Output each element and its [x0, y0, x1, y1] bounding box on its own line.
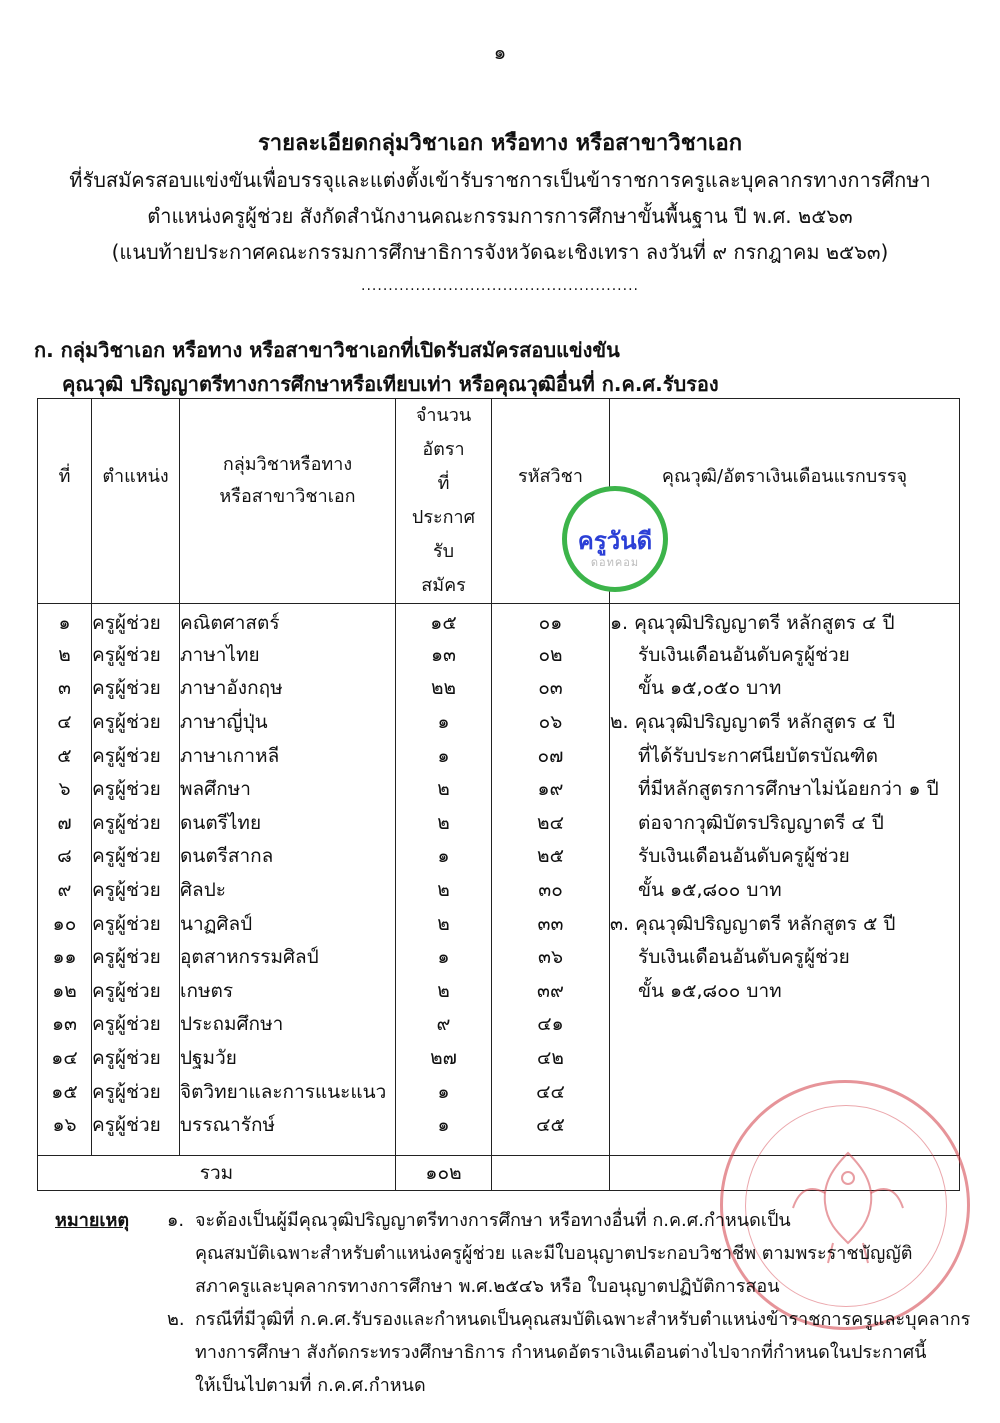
title-block: [0, 126, 1000, 270]
row-position: ครูผู้ช่วย: [92, 638, 180, 672]
header-count-line: ที่: [437, 473, 450, 494]
row-subject: นาฏศิลป์: [180, 907, 396, 941]
row-position: ครูผู้ช่วย: [92, 1041, 180, 1075]
qualification-text: ๓. คุณวุฒิปริญญาตรี หลักสูตร ๕ ปี: [610, 912, 896, 935]
row-position: ครูผู้ช่วย: [92, 739, 180, 773]
title-line-2: ที่รับสมัครสอบแข่งขันเพื่อบรรจุและแต่งตั้งเข้ารับราชการเป็นข้าราชการครูและบุคลากรทางการศึกษา: [69, 168, 931, 192]
row-number: ๙: [38, 873, 92, 907]
table-row: [38, 1008, 960, 1042]
row-subject: ศิลปะ: [180, 873, 396, 907]
row-number: ๑: [38, 604, 92, 639]
section-subheading: คุณวุฒิ ปริญญาตรีทางการศึกษาหรือเทียบเท่า หรือคุณวุฒิอื่นที่ ก.ค.ศ.รับรอง: [62, 372, 719, 396]
row-qualification: [610, 1075, 960, 1109]
header-subject-line-2: หรือสาขาวิชาเอก: [219, 486, 356, 507]
header-count-line: ประกาศ: [411, 507, 476, 528]
row-qualification: [610, 638, 960, 672]
header-code: รหัสวิชา: [492, 399, 610, 604]
qualification-text: รับเงินเดือนอันดับครูผู้ช่วย: [638, 946, 850, 969]
kruwandee-watermark-logo: [562, 486, 668, 592]
row-number: ๑๓: [38, 1008, 92, 1042]
row-code: ๓๖: [492, 940, 610, 974]
row-code: ๓๙: [492, 974, 610, 1008]
row-subject: จิตวิทยาและการแนะแนว: [180, 1075, 396, 1109]
row-qualification: [610, 806, 960, 840]
row-qualification: [610, 1008, 960, 1042]
row-code: ๐๗: [492, 739, 610, 773]
row-number: ๗: [38, 806, 92, 840]
qualification-text: ๑. คุณวุฒิปริญญาตรี หลักสูตร ๔ ปี: [610, 612, 895, 634]
dotted-divider: ...................................................: [361, 278, 639, 294]
total-empty-cell: [610, 1156, 960, 1191]
qualification-text: ที่มีหลักสูตรการศึกษาไม่น้อยกว่า ๑ ปี: [638, 778, 939, 801]
row-count: ๑: [396, 1108, 492, 1142]
watermark-sub-text: ดอทคอม: [590, 556, 640, 569]
table-row: [38, 873, 960, 907]
row-qualification: [610, 672, 960, 706]
row-subject: ดนตรีไทย: [180, 806, 396, 840]
qualification-text: ขั้น ๑๕,๘๐๐ บาท: [638, 979, 782, 1002]
title-line-3: ตำแหน่งครูผู้ช่วย สังกัดสำนักงานคณะกรรมการการศึกษาขั้นพื้นฐาน ปี พ.ศ. ๒๕๖๓: [147, 204, 853, 228]
row-count: ๒๗: [396, 1041, 492, 1075]
table-row: [38, 772, 960, 806]
row-subject: บรรณารักษ์: [180, 1108, 396, 1142]
row-number: ๖: [38, 772, 92, 806]
total-row: [38, 1156, 960, 1191]
row-subject: ประถมศึกษา: [180, 1008, 396, 1042]
header-num: ที่: [38, 399, 92, 604]
row-subject: คณิตศาสตร์: [180, 604, 396, 639]
table-row: [38, 1075, 960, 1109]
table-row: [38, 604, 960, 639]
row-code: ๐๓: [492, 672, 610, 706]
header-subject-line-1: กลุ่มวิชาหรือทาง: [222, 454, 353, 475]
row-code: ๐๖: [492, 705, 610, 739]
row-qualification: [610, 1041, 960, 1075]
row-count: ๑: [396, 705, 492, 739]
spacer-cell: [610, 1142, 960, 1156]
table-row: [38, 705, 960, 739]
row-qualification: [610, 739, 960, 773]
table-row: [38, 840, 960, 874]
spacer-cell: [92, 1142, 180, 1156]
row-code: ๔๕: [492, 1108, 610, 1142]
row-qualification: [610, 873, 960, 907]
row-count: ๑: [396, 840, 492, 874]
row-subject: ภาษาเกาหลี: [180, 739, 396, 773]
table-row: [38, 1108, 960, 1142]
total-value: ๑๐๒: [396, 1156, 492, 1191]
row-number: ๑๒: [38, 974, 92, 1008]
row-number: ๑๐: [38, 907, 92, 941]
row-number: ๑๔: [38, 1041, 92, 1075]
header-qualification: คุณวุฒิ/อัตราเงินเดือนแรกบรรจุ: [610, 399, 960, 604]
row-qualification: [610, 840, 960, 874]
subjects-table: [37, 398, 960, 1191]
qualification-text: รับเงินเดือนอันดับครูผู้ช่วย: [638, 845, 850, 868]
row-count: ๑: [396, 1075, 492, 1109]
row-position: ครูผู้ช่วย: [92, 974, 180, 1008]
row-subject: ภาษาไทย: [180, 638, 396, 672]
row-position: ครูผู้ช่วย: [92, 1075, 180, 1109]
watermark-main-text: ครูวันดี: [577, 527, 653, 555]
row-subject: ดนตรีสากล: [180, 840, 396, 874]
row-code: ๐๑: [492, 604, 610, 639]
row-qualification: [610, 1108, 960, 1142]
notes-label: หมายเหตุ: [55, 1210, 130, 1231]
row-number: ๔: [38, 705, 92, 739]
row-code: ๔๑: [492, 1008, 610, 1042]
title-line-4: (แนบท้ายประกาศคณะกรรมการศึกษาธิการจังหวัดฉะเชิงเทรา ลงวันที่ ๙ กรกฎาคม ๒๕๖๓): [111, 240, 889, 264]
row-subject: ปฐมวัย: [180, 1041, 396, 1075]
total-empty-cell: [492, 1156, 610, 1191]
table-row: [38, 672, 960, 706]
row-position: ครูผู้ช่วย: [92, 806, 180, 840]
spacer-cell: [492, 1142, 610, 1156]
page-number: ๑: [493, 40, 507, 64]
row-position: ครูผู้ช่วย: [92, 840, 180, 874]
qualification-text: ขั้น ๑๕,๐๕๐ บาท: [638, 677, 782, 700]
table-body: [38, 604, 960, 1191]
row-count: ๑๕: [396, 604, 492, 639]
note-line: ให้เป็นไปตามที่ ก.ค.ศ.กำหนด: [195, 1375, 426, 1396]
note-number: ๒.: [167, 1309, 185, 1330]
note-line: จะต้องเป็นผู้มีคุณวุฒิปริญญาตรีทางการศึกษา หรือทางอื่นที่ ก.ค.ศ.กำหนดเป็น: [195, 1210, 791, 1231]
row-number: ๑๕: [38, 1075, 92, 1109]
qualification-text: ต่อจากวุฒิบัตรปริญญาตรี ๔ ปี: [638, 811, 884, 834]
header-count-line: อัตรา: [422, 439, 465, 460]
row-count: ๑๓: [396, 638, 492, 672]
row-qualification: [610, 974, 960, 1008]
table-row: [38, 940, 960, 974]
spacer-cell: [38, 1142, 92, 1156]
row-count: ๑: [396, 739, 492, 773]
row-position: ครูผู้ช่วย: [92, 1108, 180, 1142]
row-qualification: [610, 772, 960, 806]
header-count-line: รับ: [432, 541, 455, 562]
row-qualification: [610, 940, 960, 974]
row-code: ๓๓: [492, 907, 610, 941]
row-position: ครูผู้ช่วย: [92, 672, 180, 706]
note-line: สภาครูและบุคลากรทางการศึกษา พ.ศ.๒๕๔๖ หรือ ใบอนุญาตปฏิบัติการสอน: [195, 1276, 780, 1297]
row-code: ๔๔: [492, 1075, 610, 1109]
spacer-cell: [180, 1142, 396, 1156]
row-position: ครูผู้ช่วย: [92, 772, 180, 806]
table-row: [38, 806, 960, 840]
table-row: [38, 638, 960, 672]
row-count: ๙: [396, 1008, 492, 1042]
row-code: ๒๔: [492, 806, 610, 840]
row-position: ครูผู้ช่วย: [92, 907, 180, 941]
qualification-text: ที่ได้รับประกาศนียบัตรบัณฑิต: [638, 744, 878, 767]
note-line: กรณีที่มีวุฒิที่ ก.ค.ศ.รับรองและกำหนดเป็นคุณสมบัติเฉพาะสำหรับตำแหน่งข้าราชการครูและบุคลากร: [195, 1309, 971, 1330]
row-qualification: [610, 705, 960, 739]
note-line: ทางการศึกษา สังกัดกระทรวงศึกษาธิการ กำหนดอัตราเงินเดือนต่างไปจากที่กำหนดในประกาศนี้: [195, 1342, 927, 1363]
row-subject: พลศึกษา: [180, 772, 396, 806]
row-code: ๒๕: [492, 840, 610, 874]
row-qualification: [610, 604, 960, 639]
row-position: ครูผู้ช่วย: [92, 940, 180, 974]
row-number: ๘: [38, 840, 92, 874]
section-heading: ก. กลุ่มวิชาเอก หรือทาง หรือสาขาวิชาเอกที่เปิดรับสมัครสอบแข่งขัน: [34, 338, 620, 362]
row-count: ๒๒: [396, 672, 492, 706]
qualification-text: ขั้น ๑๕,๘๐๐ บาท: [638, 878, 782, 901]
row-position: ครูผู้ช่วย: [92, 873, 180, 907]
table-spacer-row: [38, 1142, 960, 1156]
header-subject: [180, 399, 396, 604]
qualification-text: ๒. คุณวุฒิปริญญาตรี หลักสูตร ๔ ปี: [610, 710, 895, 733]
header-count: [396, 399, 492, 604]
qualification-text: รับเงินเดือนอันดับครูผู้ช่วย: [638, 643, 850, 666]
row-count: ๒: [396, 974, 492, 1008]
row-count: ๑: [396, 940, 492, 974]
row-position: ครูผู้ช่วย: [92, 705, 180, 739]
row-number: ๕: [38, 739, 92, 773]
row-qualification: [610, 907, 960, 941]
table-row: [38, 739, 960, 773]
header-count-line: สมัคร: [421, 575, 466, 596]
table-row: [38, 907, 960, 941]
row-count: ๒: [396, 806, 492, 840]
row-count: ๒: [396, 873, 492, 907]
total-label: รวม: [38, 1156, 396, 1191]
row-subject: เกษตร: [180, 974, 396, 1008]
table-row: [38, 974, 960, 1008]
table-row: [38, 1041, 960, 1075]
row-number: ๓: [38, 672, 92, 706]
document-title: รายละเอียดกลุ่มวิชาเอก หรือทาง หรือสาขาวิชาเอก: [257, 131, 743, 156]
row-count: ๒: [396, 772, 492, 806]
note-line: คุณสมบัติเฉพาะสำหรับตำแหน่งครูผู้ช่วย และมีใบอนุญาตประกอบวิชาชีพ ตามพระราชบัญญัติ: [195, 1243, 913, 1264]
note-number: ๑.: [167, 1210, 185, 1231]
row-code: ๔๒: [492, 1041, 610, 1075]
row-count: ๒: [396, 907, 492, 941]
row-subject: อุตสาหกรรมศิลป์: [180, 940, 396, 974]
row-subject: ภาษาอังกฤษ: [180, 672, 396, 706]
row-number: ๒: [38, 638, 92, 672]
row-code: ๑๙: [492, 772, 610, 806]
header-count-line: จำนวน: [415, 405, 472, 426]
row-number: ๑๖: [38, 1108, 92, 1142]
spacer-cell: [396, 1142, 492, 1156]
row-code: ๓๐: [492, 873, 610, 907]
table-header-row: [38, 399, 960, 604]
row-subject: ภาษาญี่ปุ่น: [180, 705, 396, 739]
row-number: ๑๑: [38, 940, 92, 974]
row-code: ๐๒: [492, 638, 610, 672]
header-position: ตำแหน่ง: [92, 399, 180, 604]
row-position: ครูผู้ช่วย: [92, 604, 180, 639]
row-position: ครูผู้ช่วย: [92, 1008, 180, 1042]
